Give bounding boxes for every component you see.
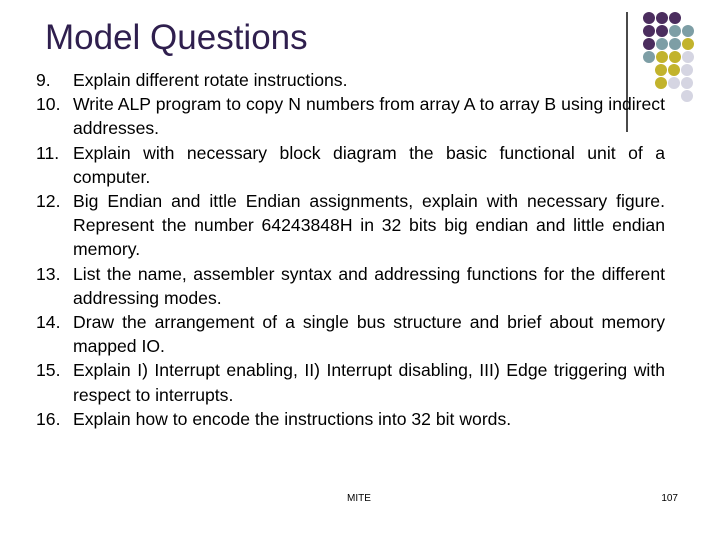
question-list (36, 68, 665, 431)
question-text: Big Endian and ittle Endian assignments, explain with necessary figure. Represent the number 64243848H in 32 bits big endian and little endian memory. (73, 191, 665, 260)
question-number: 14. (36, 312, 61, 333)
decorative-dot (656, 12, 668, 24)
question-number: 15. (36, 360, 61, 381)
decorative-dot (668, 64, 680, 76)
decorative-dot (682, 25, 694, 37)
question-item (36, 68, 665, 92)
slide-title: Model Questions (45, 18, 308, 57)
question-number: 9. (36, 70, 51, 90)
question-item (36, 141, 665, 189)
question-text: List the name, assembler syntax and addressing functions for the different addressing modes. (73, 263, 665, 308)
question-text: Explain with necessary block diagram the basic functional unit of a computer. (73, 142, 665, 187)
decorative-dot (668, 77, 680, 89)
decorative-dot (681, 64, 693, 76)
decorative-dot (656, 38, 668, 50)
decorative-dot (669, 38, 681, 50)
decorative-dot (643, 25, 655, 37)
question-number: 16. (36, 408, 61, 429)
question-text: Write ALP program to copy N numbers from array A to array B using indirect addresses. (73, 94, 665, 139)
decorative-dot (643, 12, 655, 24)
decorative-dot (669, 12, 681, 24)
question-text: Explain how to encode the instructions into 32 bit words. (73, 408, 512, 429)
footer-label: MITE (347, 493, 371, 504)
decorative-dot (643, 51, 655, 63)
question-item (36, 310, 665, 358)
question-item (36, 92, 665, 140)
question-item (36, 262, 665, 310)
question-number: 13. (36, 263, 61, 284)
decorative-dot (656, 25, 668, 37)
decorative-dot (656, 51, 668, 63)
decorative-dot (682, 38, 694, 50)
question-text: Explain different rotate instructions. (73, 70, 348, 90)
decorative-dot (682, 51, 694, 63)
question-text: Explain I) Interrupt enabling, II) Interrupt disabling, III) Edge triggering with respect to interrupts. (73, 360, 665, 405)
question-item (36, 358, 665, 406)
question-item (36, 189, 665, 262)
question-number: 11. (36, 142, 60, 163)
decorative-dot (681, 77, 693, 89)
decorative-dot (669, 51, 681, 63)
question-item (36, 407, 665, 431)
decorative-dot (669, 25, 681, 37)
decorative-dot (681, 90, 693, 102)
question-text: Draw the arrangement of a single bus structure and brief about memory mapped IO. (73, 312, 665, 357)
question-number: 12. (36, 191, 61, 212)
page-number: 107 (661, 493, 678, 504)
decorative-dot (643, 38, 655, 50)
question-number: 10. (36, 94, 61, 115)
